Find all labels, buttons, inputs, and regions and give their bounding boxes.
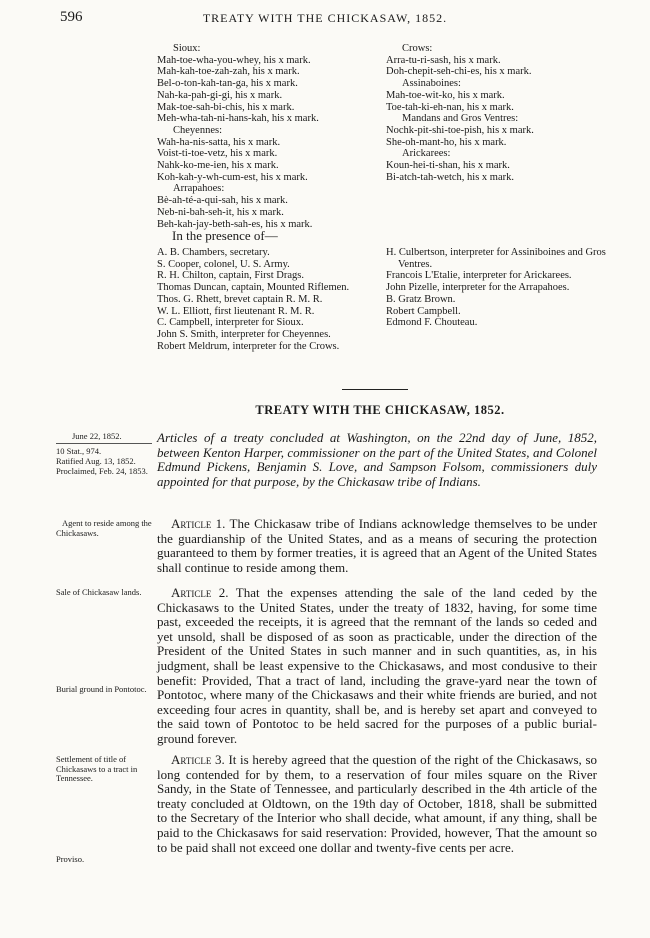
margin-note: Agent to reside among the Chickasaws. [56,518,152,538]
margin-note: Sale of Chickasaw lands. [56,587,142,597]
nation-heading: Crows: [402,43,433,54]
signatory: Mah-kah-toe-zah-zah, his x mark. [157,66,300,78]
margin-note: Settlement of title of Chickasaws to a tract in Tennessee. [56,754,138,783]
signatory: Mah-toe-wha-you-whey, his x mark. [157,54,311,66]
witness: Thomas Duncan, captain, Mounted Riflemen. [157,282,350,294]
witness: John S. Smith, interpreter for Cheyennes. [157,328,331,340]
witness: W. L. Elliott, first lieutenant R. M. R. [157,305,315,317]
signatory: Toe-tah-ki-eh-nan, his x mark. [386,101,514,113]
statute-reference: 10 Stat., 974. [56,446,102,456]
signatory: Voist-ti-toe-vetz, his x mark. [157,148,278,160]
signatory: Koun-hei-ti-shan, his x mark. [386,160,510,172]
nation-heading: Arickarees: [402,148,451,160]
nation-heading: Assinaboines: [402,78,461,90]
nation-group [157,125,382,184]
article-1 [157,517,597,575]
section-divider [342,389,408,390]
treaty-preamble: Articles of a treaty concluded at Washington, on the 22nd day of June, 1852, between Kenton Harper, commissioner on the part of the United States, and Colonel Edmund Pickens, Benjamin S. Love, and Sampson Folsom, commissioners duly appointed for that purpose, by the Chickasaw tribe of Indians. [157,430,597,489]
signatory: Meh-wha-tah-ni-hans-kah, his x mark. [157,113,319,125]
margin-note: Burial ground in Pontotoc. [56,684,147,694]
nation-group [157,183,382,230]
signatory: Koh-kah-y-wh-cum-est, his x mark. [157,171,308,183]
nation-group [386,148,606,183]
nation-heading: Cheyennes: [173,124,222,136]
signatory: Arra-tu-ri-sash, his x mark. [386,54,501,66]
signatories-left-column [157,43,382,230]
witness: Robert Campbell. [386,305,461,317]
nation-heading: Arrapahoes: [173,183,225,195]
signatory: Nah-ka-pah-gi-gi, his x mark. [157,89,283,101]
running-head: TREATY WITH THE CHICKASAW, 1852. [202,11,448,25]
article-text: It is hereby agreed that the question of the right of the Chickasaws, so long contended for by them, to a reservation of four miles square on the River Sandy, in the State of Tennessee, and particularly described in the 4th article of the treaty concluded at Oldtown, on the 19th day of October, 1818, shall be submitted to the Secretary of the Interior who shall decide, what amount, if any thing, shall be paid to the Chickasaws for said reservation: Provided, however, That the amount so to be paid shall not exceed one dollar and twenty-five cents per acre. [157,752,598,855]
article-text: The Chickasaw tribe of Indians acknowledge themselves to be under the guardianship of the United States, and as a means of securing the protection guaranteed to them by former treaties, it is agreed that an Agent of the United States shall continue to reside among them. [157,516,598,575]
signatory: Wah-ha-nis-satta, his x mark. [157,136,281,148]
witness: Francois L'Etalie, interpreter for Arickarees. [386,270,572,282]
margin-dates [56,431,152,476]
signatory: Nochk-pit-shi-toe-pish, his x mark. [386,124,534,136]
article-3 [157,753,597,855]
witness: R. H. Chilton, captain, First Drags. [157,270,304,282]
witness: H. Culbertson, interpreter for Assiniboines and Gros Ventres. [386,247,606,270]
article-2 [157,586,597,747]
witness: A. B. Chambers, secretary. [157,247,270,258]
nation-group [157,43,382,125]
nation-group [386,43,606,78]
article-label: Article 2. [171,585,229,600]
signatory: Neb-ni-bah-seh-it, his x mark. [157,206,284,218]
signatory: Beh-kah-jay-beth-sah-es, his x mark. [157,218,313,230]
signatory: Mah-toe-wit-ko, his x mark. [386,89,505,101]
witness: B. Gratz Brown. [386,293,456,305]
witness: S. Cooper, colonel, U. S. Army. [157,258,290,270]
treaty-date: June 22, 1852. [56,431,152,444]
witnesses-right-column [386,247,606,329]
signatory: Doh-chepit-seh-chi-es, his x mark. [386,66,532,78]
signatory: Nahk-ko-me-ien, his x mark. [157,160,279,172]
signatory: She-oh-mant-ho, his x mark. [386,136,507,148]
signatory: Bè-ah-té-a-qui-sah, his x mark. [157,195,288,207]
article-label: Article 3. [171,752,225,767]
signatory: Bi-atch-tah-wetch, his x mark. [386,171,514,183]
witness: Edmond F. Chouteau. [386,317,478,329]
proclaimed-date: Proclaimed, Feb. 24, 1853. [56,466,148,476]
witness: C. Campbell, interpreter for Sioux. [157,317,304,329]
article-label: Article 1. [171,516,226,531]
presence-label: In the presence of— [172,228,278,243]
article-text: That the expenses attending the sale of the land ceded by the Chickasaws to the United States, under the treaty of 1832, having, for some time past, exceeded the receipts, it is agreed that the remnant of the lands so ceded and yet unsold, shall be disposed of as soon as practicable, under the direction of the President of the United States in such manner and in such quantities, as, in his judgment, shall be least expensive to the Chickasaws, and most condusive to their benefit: Provided, That a tract of land, including the grave-yard near the town of Pontotoc, where many of the Chickasaws and their white friends are buried, and not exceeding four acres in quantity, shall be, and is hereby set apart and conveyed to the said town of Pontotoc to be held sacred for the purposes of a public burial-ground forever. [157,585,598,746]
witness: Robert Meldrum, interpreter for the Crows. [157,340,340,352]
treaty-title: TREATY WITH THE CHICKASAW, 1852. [255,403,505,417]
page-number: 596 [60,9,83,25]
nation-heading: Mandans and Gros Ventres: [402,113,519,125]
signatories-right-column [386,43,606,183]
ratified-date: Ratified Aug. 13, 1852. [56,456,136,466]
witness: Thos. G. Rhett, brevet captain R. M. R. [157,293,323,305]
nation-heading: Sioux: [173,43,201,54]
witness: John Pizelle, interpreter for the Arrapahoes. [386,282,570,294]
nation-group [386,113,606,148]
witnesses-left-column [157,247,371,352]
signatory: Bel-o-ton-kah-tan-ga, his x mark. [157,78,298,90]
margin-note: Proviso. [56,854,85,864]
signatory: Mak-toe-sah-bi-chis, his x mark. [157,101,295,113]
nation-group [386,78,606,113]
